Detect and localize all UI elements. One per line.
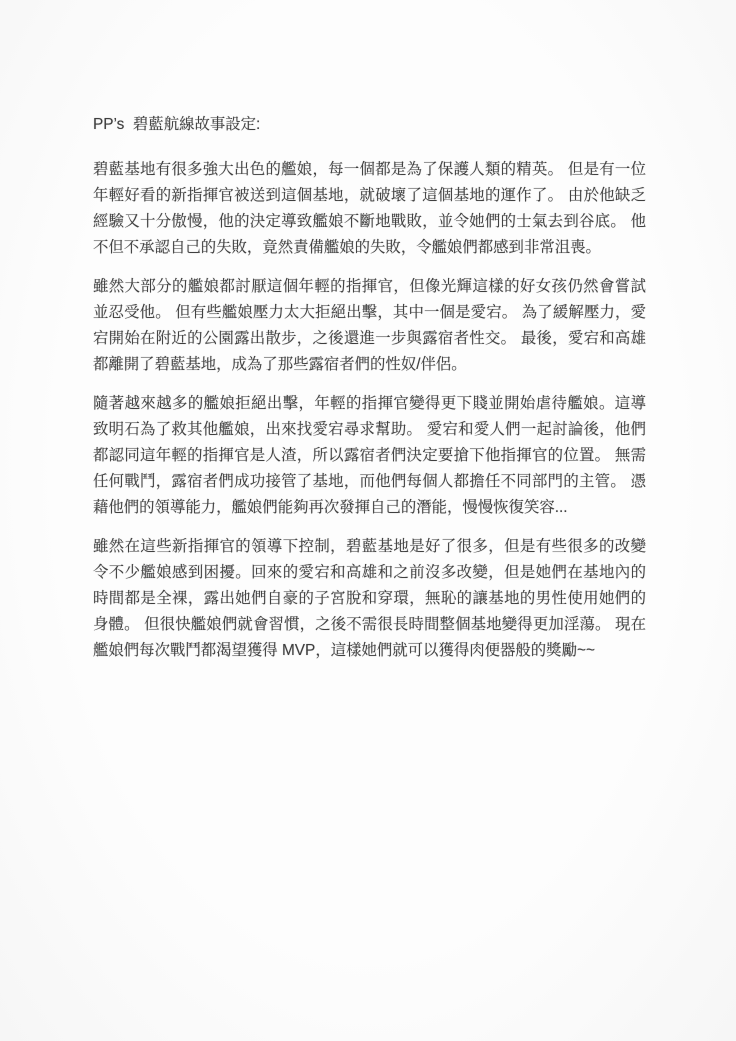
document-content	[93, 112, 646, 677]
paragraph: 雖然大部分的艦娘都討厭這個年輕的指揮官，但像光輝這樣的好女孩仍然會嘗試並忍受他。 但有些艦娘壓力太大拒絕出擊，其中一個是愛宕。 為了緩解壓力，愛宕開始在附近的公園露出散步，之後還進一步與露宿者性交。 最後，愛宕和高雄都離開了碧藍基地，成為了那些露宿者們的性奴/伴侶。	[93, 278, 646, 373]
paragraph: 雖然在這些新指揮官的領導下控制，碧藍基地是好了很多，但是有些很多的改變令不少艦娘感到困擾。回來的愛宕和高雄和之前沒多改變，但是她們在基地內的時間都是全裸，露出她們自豪的子宮脫和穿環，無恥的讓基地的男性使用她們的身體。 但很快艦娘們就會習慣，之後不需很長時間整個基地變得更加淫蕩。 現在艦娘們每次戰鬥都渴望獲得 MVP，這樣她們就可以獲得肉便器般的獎勵~~	[93, 538, 646, 659]
paragraph: 碧藍基地有很多強大出色的艦娘，每一個都是為了保護人類的精英。 但是有一位年輕好看的新指揮官被送到這個基地，就破壞了這個基地的運作了。 由於他缺乏經驗又十分傲慢，他的決定導致艦娘不斷地戰敗，並令她們的士氣去到谷底。 他不但不承認自己的失敗，竟然責備艦娘的失敗，令艦娘們都感到非常沮喪。	[93, 161, 646, 256]
paragraph: 隨著越來越多的艦娘拒絕出擊，年輕的指揮官變得更下賤並開始虐待艦娘。這導致明石為了救其他艦娘，出來找愛宕尋求幫助。 愛宕和愛人們一起討論後，他們都認同這年輕的指揮官是人渣，所以露宿者們決定要搶下他指揮官的位置。 無需任何戰鬥，露宿者們成功接管了基地，而他們每個人都擔任不同部門的主管。 憑藉他們的領導能力，艦娘們能夠再次發揮自己的潛能，慢慢恢復笑容...	[93, 395, 646, 516]
document-title: PP’s 碧藍航線故事設定:	[93, 116, 261, 133]
